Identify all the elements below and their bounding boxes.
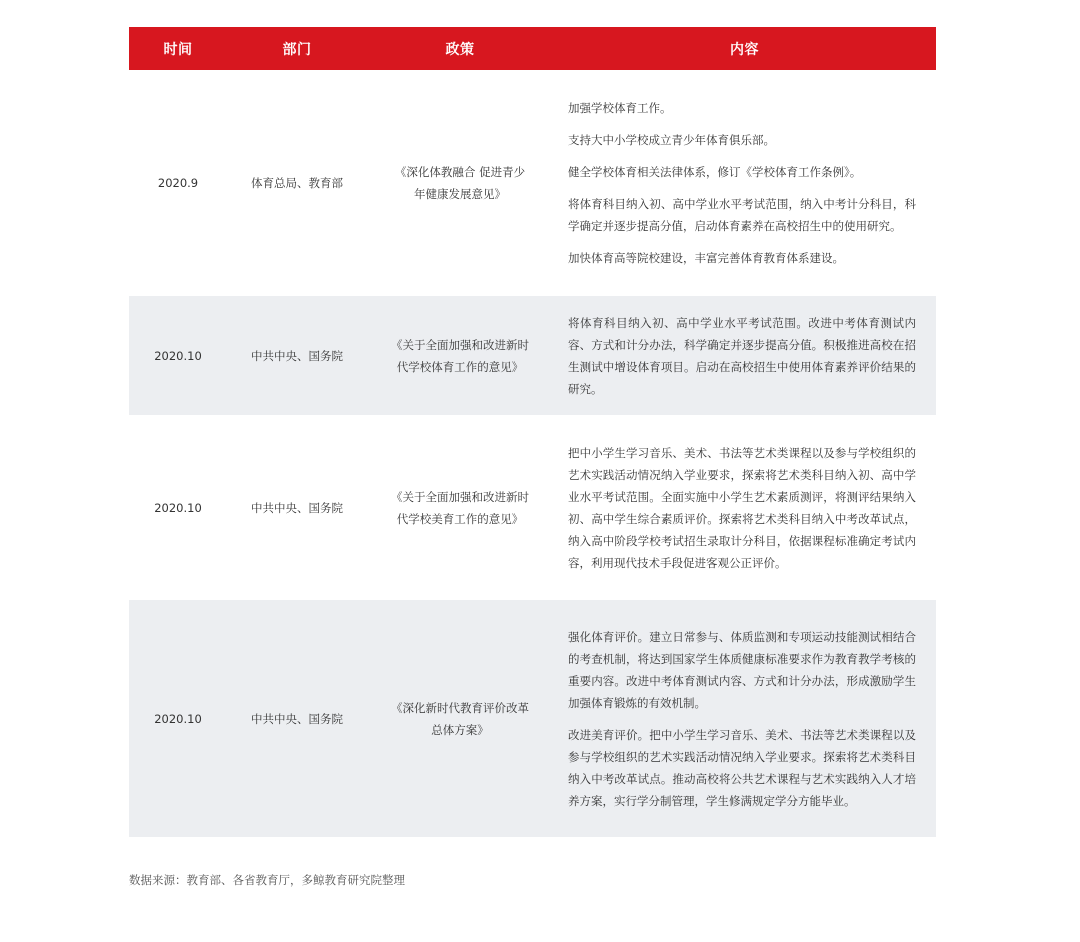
policy-table-container [129,27,936,837]
cell-policy [367,70,553,296]
table-row [129,600,936,837]
cell-content [553,415,936,600]
cell-content [553,600,936,837]
content-paragraph: 加快体育高等院校建设，丰富完善体育教育体系建设。 [568,251,844,265]
header-content: 内容 [730,41,759,58]
header-time: 时间 [163,41,193,58]
policy-title: 《关于全面加强和改进新时代学校美育工作的意见》 [391,489,529,526]
cell-policy [367,600,553,837]
cell-time: 2020.9 [157,176,199,190]
header-policy: 政策 [445,41,475,58]
policy-title: 《深化体教融合 促进青少年健康发展意见》 [394,165,526,201]
cell-dept: 中共中央、国务院 [251,348,343,363]
content-paragraph: 加强学校体育工作。 [568,101,672,115]
table-header [129,27,936,70]
table-body [129,70,936,837]
table-row [129,70,936,296]
content-paragraph: 将体育科目纳入初、高中学业水平考试范围，纳入中考计分科目，科学确定并逐步提高分值，启动体育素养在高校招生中的使用研究。 [568,197,916,233]
header-row [129,27,936,70]
policy-title: 《关于全面加强和改进新时代学校体育工作的意见》 [391,337,529,374]
cell-time: 2020.10 [154,711,202,726]
source-note: 数据来源：教育部、各省教育厅，多鲸教育研究院整理 [129,873,405,887]
cell-content [553,296,936,415]
content-paragraph: 把中小学生学习音乐、美术、书法等艺术类课程以及参与学校组织的艺术实践活动情况纳入学业要求，探索将艺术类科目纳入初、高中学业水平考试范围。全面实施中小学生艺术素质测评，将测评结果纳入初、高中学生综合素质评价。探索将艺术类科目纳入中考改革试点，纳入高中阶段学校考试招生录取计分科目，依据课程标准确定考试内容，利用现代技术手段促进客观公正评价。 [568,445,916,570]
cell-time: 2020.10 [154,348,202,363]
cell-content [553,70,936,296]
table-row [129,415,936,600]
cell-policy [367,415,553,600]
content-paragraph: 健全学校体育相关法律体系，修订《学校体育工作条例》。 [568,165,862,179]
policy-title: 《深化新时代教育评价改革总体方案》 [391,700,529,737]
header-dept: 部门 [282,41,312,58]
cell-dept: 中共中央、国务院 [251,711,343,726]
cell-dept: 中共中央、国务院 [251,500,343,515]
policy-table [129,27,936,837]
cell-dept: 体育总局、教育部 [251,176,343,190]
content-paragraph: 强化体育评价。建立日常参与、体质监测和专项运动技能测试相结合的考查机制，将达到国家学生体质健康标准要求作为教育教学考核的重要内容。改进中考体育测试内容、方式和计分办法，形成激励学生加强体育锻炼的有效机制。 [568,629,916,710]
cell-time: 2020.10 [154,500,202,515]
cell-policy [367,296,553,415]
table-row [129,296,936,415]
content-paragraph: 支持大中小学校成立青少年体育俱乐部。 [568,133,775,147]
content-paragraph: 改进美育评价。把中小学生学习音乐、美术、书法等艺术类课程以及参与学校组织的艺术实践活动情况纳入学业要求。探索将艺术类科目纳入中考改革试点。推动高校将公共艺术课程与艺术实践纳入人才培养方案，实行学分制管理，学生修满规定学分方能毕业。 [568,727,916,808]
content-paragraph: 将体育科目纳入初、高中学业水平考试范围。改进中考体育测试内容、方式和计分办法，科学确定并逐步提高分值。积极推进高校在招生测试中增设体育项目。启动在高校招生中使用体育素养评价结果的研究。 [568,315,916,396]
